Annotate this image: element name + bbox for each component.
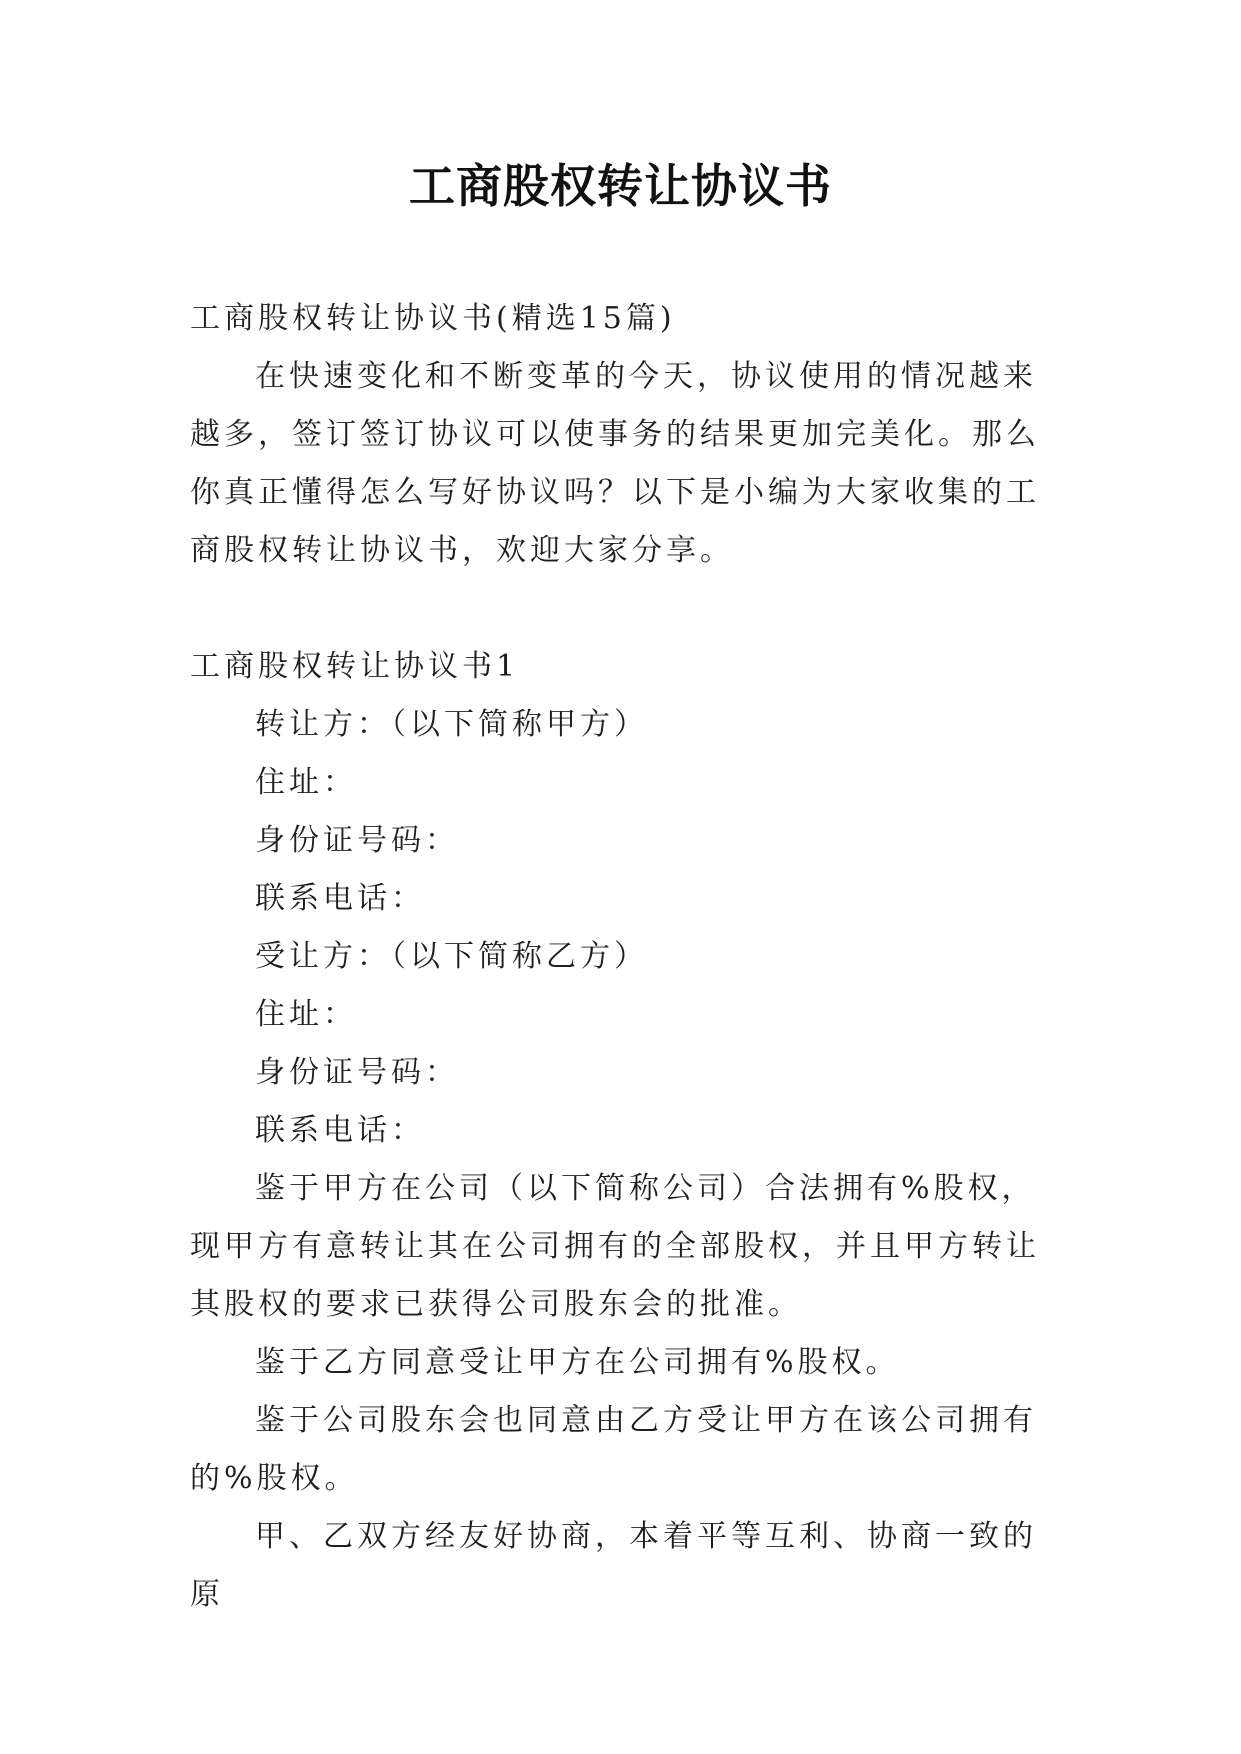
- whereas-paragraph-2: 鉴于乙方同意受让甲方在公司拥有%股权。: [255, 1345, 900, 1380]
- transferor-id: 身份证号码：: [255, 823, 459, 858]
- transferee-address: 住址：: [255, 997, 357, 1032]
- closing-paragraph: 甲、乙双方经友好协商，本着平等互利、协商一致的原: [190, 1519, 1037, 1612]
- transferor-address: 住址：: [255, 765, 357, 800]
- document-title: 工商股权转让协议书: [409, 159, 832, 213]
- transferee-line: 受让方：（以下简称乙方）: [255, 939, 648, 974]
- intro-paragraph: 在快速变化和不断变革的今天，协议使用的情况越来越多，签订签订协议可以使事务的结果更加完美化。那么你真正懂得怎么写好协议吗？以下是小编为大家收集的工商股权转让协议书，欢迎大家分享。: [190, 359, 1040, 568]
- transferor-phone: 联系电话：: [255, 881, 425, 916]
- transferor-line: 转让方：（以下简称甲方）: [255, 707, 648, 742]
- whereas-paragraph-3: 鉴于公司股东会也同意由乙方受让甲方在该公司拥有的%股权。: [190, 1403, 1037, 1496]
- paragraph-gap: [190, 580, 1050, 638]
- transferee-phone: 联系电话：: [255, 1113, 425, 1148]
- document-body: [190, 290, 1050, 1624]
- transferee-id: 身份证号码：: [255, 1055, 459, 1090]
- section-heading: 工商股权转让协议书1: [190, 649, 520, 684]
- subtitle: 工商股权转让协议书(精选15篇): [190, 301, 676, 336]
- whereas-paragraph-1: 鉴于甲方在公司（以下简称公司）合法拥有%股权，现甲方有意转让其在公司拥有的全部股权，并且甲方转让其股权的要求已获得公司股东会的批准。: [190, 1171, 1040, 1322]
